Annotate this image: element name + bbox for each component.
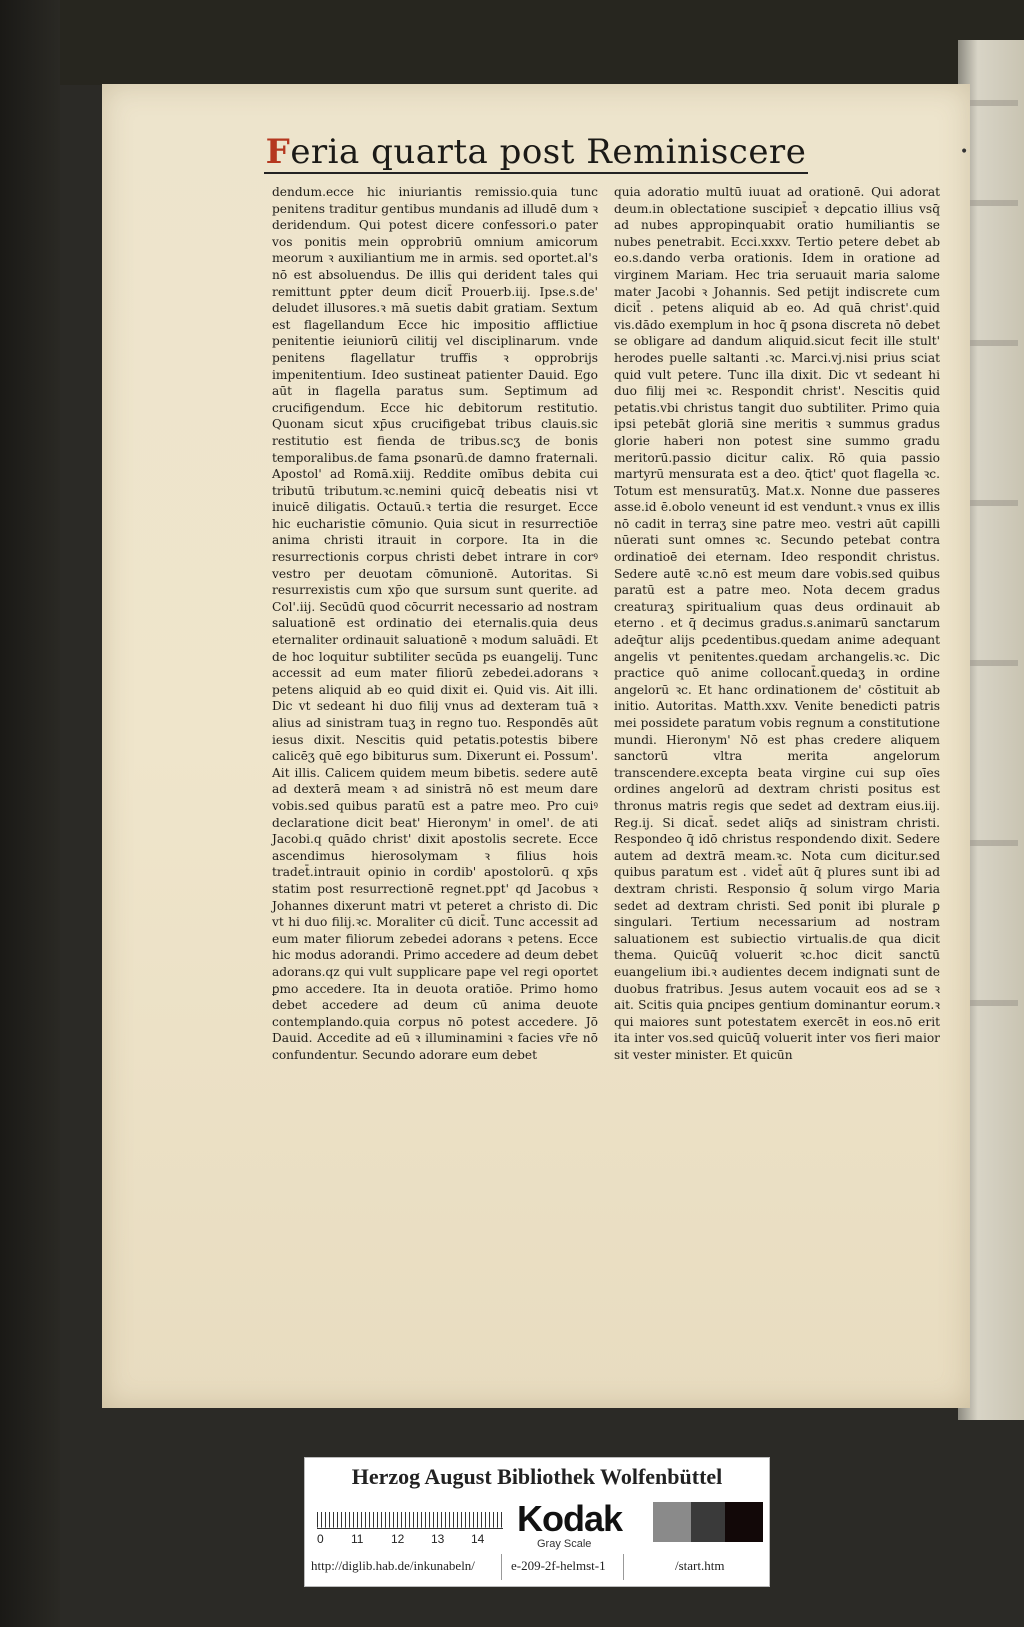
left-column-text: dendum.ecce hic iniuriantis remissio.quia tunc penitens traditur gentibus mundanis ad illudē dum ꝛ deridendum. Qui potest dicere confessori.o pater vos ponitis mein opprobriū omnium amicorum meorum ꝛ auxiliantium me in armis. sed oportet.al's nō est absoluendus. De illis qui derident tales qui remittunt ꝑpter deum dicit̄ Prouerb.iij. Ipse.s.de' deludet illusores.ꝛ mā suetis dabit gratiam. Sextum est flagellandum Ecce hic impositio afflictiue penitentie ieiuniorū cilitij vel disciplinarum. vnde penitens flagellatur truffis ꝛ opprobrijs impenitentium. Ideo sustineat patienter Dauid. Ego aūt in flagella paratus sum. Septimum ad crucifigendum. Ecce hic debitorum restitutio. Quonam sicut xp̄us crucifigebat tribus clauis.sic restitutio est fienda de tribus.scʒ de bonis temporalibus.de fama ꝑsonarū.de damno fraternali. Apostol' ad Romā.xiij. Reddite omībus debita cui tributū tributum.ꝛc.nemini quicq̄ debeatis nisi vt inuicē diligatis. Octauū.ꝛ tertia die resurget. Ecce hic eucharistie cōmunio. Quia sicut in resurrectiōe anima christi itrauit in corpore. Ita in die resurrectionis corpus christi debet intrare in corꝰ vestro per deuotam cōmunionē. Autoritas. Si resurrexistis cum xp̄o que sursum sunt querite. ad Col'.iij. Secūdū quod cōcurrit necessario ad nostram saluationē est ordinatio dei eternalis.quia deus eternaliter ordinauit saluationē ꝛ modum saluādi. Et de hoc loquitur subtiliter secūda ps euangelij. Tunc accessit ad eum mater filiorū zebedei.adorans ꝛ petens aliquid ab eo quid dixit ei. Quid vis. Ait illi. Dic vt sedeant hi duo filij vnus ad dexteram tuā ꝛ alius ad sinistram tuaʒ in regno tuo. Respondēs aūt iesus dixit. Nescitis quid petatis.potestis bibere calicēʒ quē ego bibiturus sum. Dixerunt ei. Possum'. Ait illis. Calicem quidem meum bibetis. sedere autē ad dexterā meam ꝛ ad sinistrā nō est meum dare vobis.sed quibus paratū est a patre meo. Pro cuiꝰ declaratione dicit beat' Hieronym' in omel'. de ati Jacobi.q quādo christ' dixit apostolis secrete. Ecce ascendimus hierosolymam ꝛ filius hois tradet̄.intrauit opinio in cordib' apostolorū. q xp̄s statim post resurrectionē regnet.ppt' qd Jacobus ꝛ Johannes dixerunt matri vt peteret a christo di. Dic vt hi duo filij.ꝛc. Moraliter cū dicit̄. Tunc accessit ad eum mater filiorum zebedei adorans ꝛ petens. Ecce hic modus adorandi. Primo accedere ad deum debet adorans.qz qui vult supplicare pape vel regi oportet ꝑmo accedere. Ita in deuota oratiōe. Primo homo debet accedere ad deum cū anima deuote contemplando.quia corpus nō potest accedere. Jō Dauid. Accedite ad eū ꝛ illuminamini ꝛ facies vr̄e nō confundentur. Secundo adorare eum debet [272,185,598,1062]
running-title [102,132,970,172]
text-column-right [614,184,940,1063]
kodak-subtitle: Gray Scale [537,1538,592,1550]
running-title-text: Feria quarta post Reminiscere [265,132,807,172]
scale-ruler [317,1502,503,1529]
gray-patch-light [653,1502,691,1542]
text-column-left [272,184,598,1063]
scan-background-left [0,0,60,1627]
scan-background-top [60,0,1024,85]
url-id: e-209-2f-helmst-1 [511,1558,606,1573]
url-divider [623,1554,624,1580]
ruler-label: 11 [351,1532,364,1546]
ruler-label: 14 [471,1532,485,1546]
gray-patch-dark [725,1502,763,1542]
url-page: /start.htm [675,1558,725,1573]
url-base: http://diglib.hab.de/inkunabeln/ [311,1558,475,1573]
reference-card [304,1457,770,1587]
right-column-text: quia adoratio multū iuuat ad orationē. Qui adorat deum.in oblectatione suscipiet̄ ꝛ deꝑcatio illius vsq̄ ad nubes appropinquabit oratio humiliantis se nubes penetrabit. Ecci.xxxv. Tertio petere debet ab eo.s.dando verba orationis. Idem in oratione ad virginem Mariam. Hec tria seruauit maria salome mater Jacobi ꝛ Johannis. Sed petijt indiscrete cum dicit̄ . petens aliquid ab eo. Ad quā christ'.quid vis.dādo exemplum in hoc q̄ ꝑsona discreta nō debet se obligare ad dandum aliquid.sicut fecit ille stult' herodes puelle saltanti .ꝛc. Marci.vj.nisi prius sciat quid vult petere. Tunc illa dixit. Dic vt sedeant hi duo filij mei ꝛc. Respondit christ'. Nescitis quid petatis.vbi christus tangit duo subtiliter. Primo quia ipsi petebāt gloriā sine meritis ꝛ summus gradus glorie haberi non potest sine summo gradu meritorū.passio dicitur calix. Rō quia passio martyrū mensurata est a deo. q̄tict' quot flagella ꝛc. Totum est mensuratūʒ. Mat.x. Nonne due passeres asse.id ē.obolo veneunt id est vendunt.ꝛ vnus ex illis nō cadit in terraʒ sine patre meo. vestri aūt capilli nūerati sunt omnes ꝛc. Secundo petebat contra ordinatioē dei eternam. Ideo respondit christus. Sedere autē ꝛc.nō est meum dare vobis.sed quibus paratū est a patre meo. Nota decem gradus creaturaʒ spiritualium quas deus ordinauit ab eterno . et q̄ decimus gradus.s.animarū sanctarum adeq̄tur alijs ꝑcedentibus.quedam anime adequant angelis vt penitentes.quedam archangelis.ꝛc. Dic practice quō anime collocant̄.quedaʒ in ordine angelorū ꝛc. Et hanc ordinationem de' cōstituit ab initio. Autoritas. Matth.xxv. Venite benedicti patris mei possidete paratum vobis regnum a constitutione mundi. Hieronym' Nō est phas credere aliquem sanctorū vltra merita angelorum transcendere.excepta beata virgine cui sup oīes ordines angelorū ad dextram christi positus est thronus matris regis que sedet ad dextram eius.iij. Reg.ij. Si dicat̄. sedet aliq̄s ad sinistram christi. Respondeo q̄ idō christus respondendo dixit. Sedere autem ad dextrā meam.ꝛc. Nota cum dicitur.sed quibus paratum est . videt̄ aūt q̄ plures sunt ibi ad dextram christi. Responsio q̄ solum virgo Maria sedet ad dextram christi. Sed ponit ibi plurale ꝑ singulari. Tertium necessarium ad nostram saluationem est subiectio virtualis.de qua dicit thema. Quicūq̄ voluerit ꝛc.hoc dicit sanctū euangelium ibi.ꝛ audientes decem indignati sunt de duobus fratribus. Jesus autem vocauit eos ad se ꝛ ait. Scitis quia ꝑncipes gentium dominantur eorum.ꝛ qui maiores sunt potestatem exercēt in eos.nō erit ita inter vos.sed quicūq̄ voluerit inter vos fieri maior sit vester minister. Et quicūn [614,185,940,1062]
manuscript-page [102,84,970,1408]
url-divider [501,1554,502,1580]
ruler-label: 0 [317,1532,324,1546]
gray-patch-mid [691,1502,729,1542]
kodak-logo: Kodak [517,1498,623,1539]
title-initial: F [265,132,291,172]
ruler-label: 13 [431,1532,445,1546]
library-name: Herzog August Bibliothek Wolfenbüttel [351,1464,723,1489]
margin-mark: • [960,144,969,160]
ruler-label: 12 [391,1532,405,1546]
